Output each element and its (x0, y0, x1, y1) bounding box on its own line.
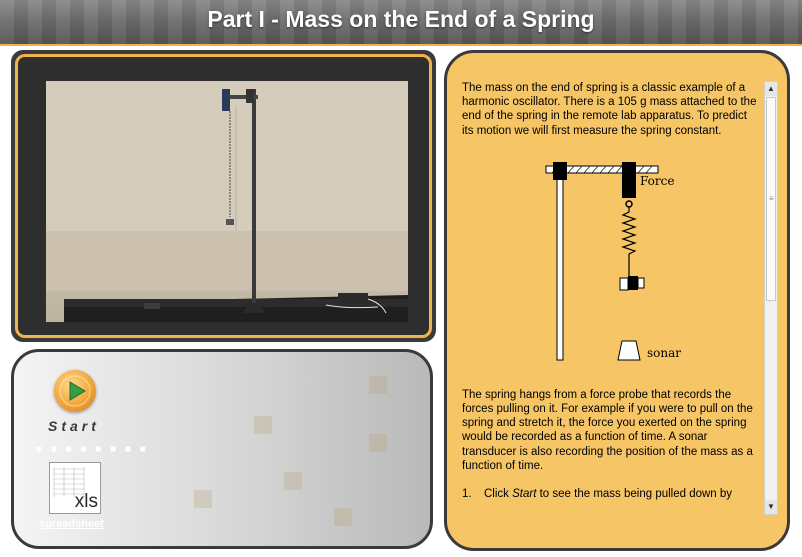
deco-square (194, 490, 212, 508)
scrollbar-thumb[interactable] (766, 97, 776, 301)
spreadsheet-icon[interactable] (49, 462, 101, 514)
start-button[interactable] (54, 370, 96, 412)
xls-icon-text: xls (74, 491, 98, 512)
spring-apparatus-diagram (462, 142, 758, 382)
step-1-number: 1. (462, 488, 472, 501)
spring-diagram (462, 142, 758, 382)
play-icon (54, 370, 96, 412)
deco-square (369, 434, 387, 452)
lab-apparatus-image (46, 81, 408, 322)
deco-square (284, 472, 302, 490)
force-label: Force (640, 173, 675, 188)
probe-paragraph: The spring hangs from a force probe that records the forces pulling on it. For example if you were to pull on the spring and stretch it, the force you exerted on the spring would be recorded as a function of time. A sonar transducer is also recording the position of the mass as a function of time. (462, 388, 753, 472)
deco-square (334, 508, 352, 526)
scroll-down-icon[interactable]: ▼ (765, 500, 777, 514)
step-1-pre: Click (484, 488, 513, 501)
step-1 (462, 487, 758, 501)
grip-icon: ≡ (769, 194, 774, 203)
intro-paragraph: The mass on the end of spring is a classic example of a harmonic oscillator. There is a 105 g mass attached to the end of the spring in the remote lab apparatus. To predict its motion we will first measure the spring constant. (462, 82, 757, 137)
sonar-label: sonar (647, 345, 682, 360)
instructions-panel (444, 50, 790, 551)
text-scrollbar[interactable] (764, 81, 778, 515)
step-1-post: to see the mass being pulled down by (536, 488, 733, 501)
step-1-start-emphasis: Start (512, 488, 537, 501)
spreadsheet-link[interactable]: spreadsheet (39, 518, 104, 530)
lab-video[interactable] (46, 81, 408, 322)
start-label: Start (48, 418, 100, 434)
scroll-up-icon[interactable]: ▲ (765, 82, 777, 96)
divider-dots: ■ ■ ■ ■ ■ ■ ■ ■ (36, 444, 149, 455)
header-bar (0, 0, 802, 46)
deco-square (254, 416, 272, 434)
control-panel (11, 349, 433, 549)
deco-square (369, 376, 387, 394)
page-title: Part I - Mass on the End of a Spring (207, 6, 595, 32)
video-panel (11, 50, 436, 342)
instructions-content (462, 81, 758, 511)
video-frame-border (15, 54, 432, 338)
